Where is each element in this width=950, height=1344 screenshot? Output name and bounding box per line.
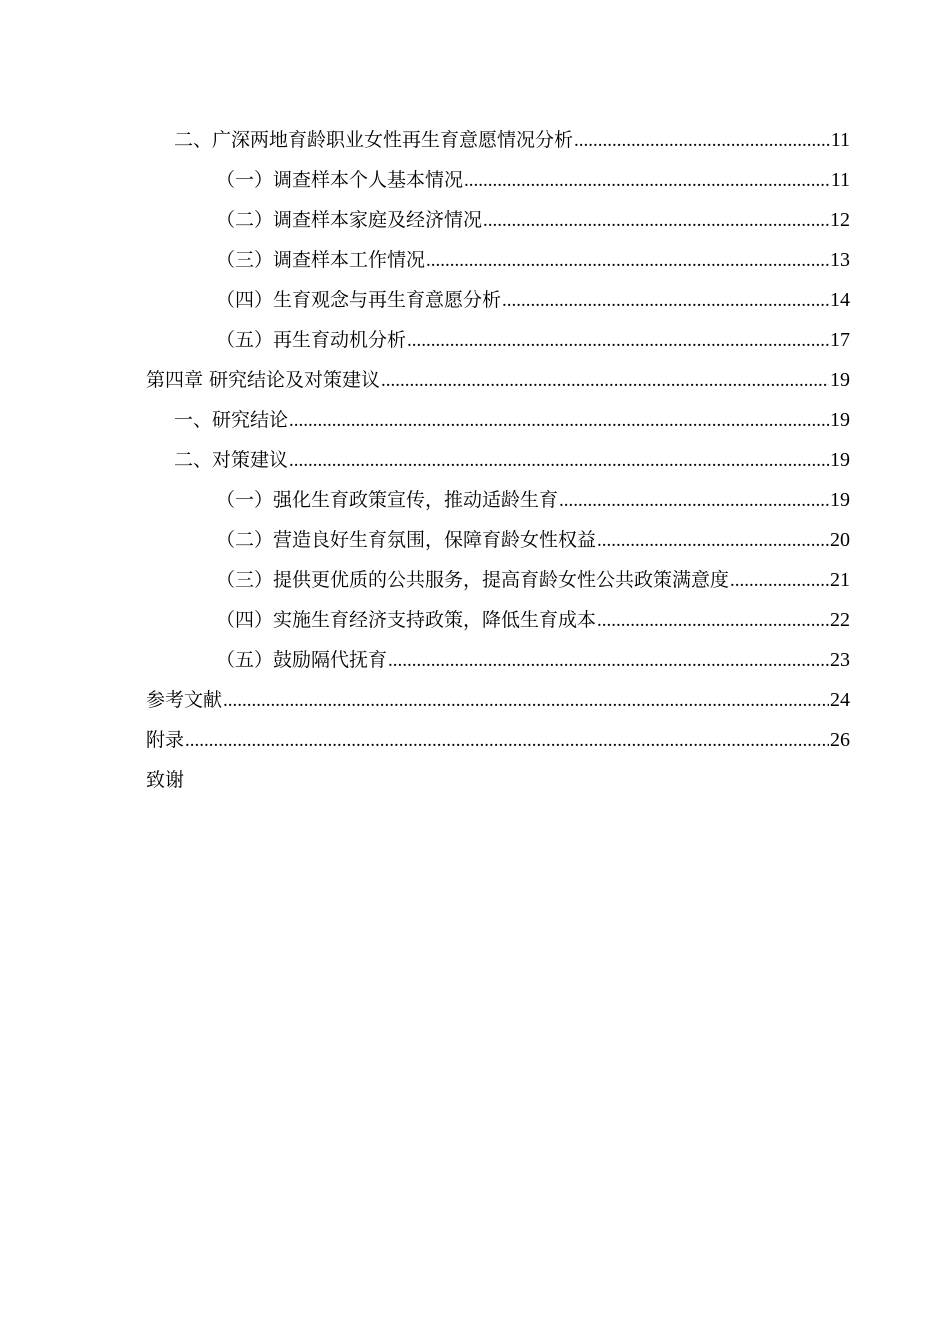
toc-entry-title: 致谢 [146, 769, 185, 791]
toc-entry[interactable] [0, 520, 950, 560]
toc-entry[interactable] [0, 600, 950, 640]
toc-entry-page: 19 [830, 449, 850, 471]
toc-entry[interactable] [0, 440, 950, 480]
table-of-contents [0, 120, 950, 800]
toc-entry-page: 11 [830, 129, 850, 151]
toc-entry-title: （五）再生育动机分析 [216, 329, 407, 351]
toc-entry-title: （四）生育观念与再生育意愿分析 [216, 289, 502, 311]
toc-entry-title: （二）营造良好生育氛围，保障育龄女性权益 [216, 529, 597, 551]
toc-entry-title: （一）调查样本个人基本情况 [216, 169, 464, 191]
toc-entry-chapter[interactable] [0, 760, 950, 800]
toc-entry-title: 一、研究结论 [174, 409, 289, 431]
toc-leader-dots [289, 401, 829, 441]
toc-entry-title: 附录 [146, 729, 185, 751]
toc-entry-chapter[interactable] [0, 680, 950, 720]
toc-entry-title: （二）调查样本家庭及经济情况 [216, 209, 483, 231]
toc-entry-page: 13 [830, 249, 850, 271]
toc-entry[interactable] [0, 560, 950, 600]
toc-leader-dots [730, 561, 829, 601]
toc-leader-dots [289, 441, 829, 481]
toc-entry-page: 14 [830, 289, 850, 311]
toc-entry[interactable] [0, 640, 950, 680]
toc-entry-title: （一）强化生育政策宣传，推动适龄生育 [216, 489, 559, 511]
toc-entry[interactable] [0, 160, 950, 200]
toc-entry-page: 19 [830, 489, 850, 511]
toc-leader-dots [223, 681, 829, 721]
toc-entry[interactable] [0, 120, 950, 160]
toc-entry-title: 二、对策建议 [174, 449, 289, 471]
toc-leader-dots [597, 601, 829, 641]
toc-entry-title: 参考文献 [146, 689, 223, 711]
toc-entry-title: （三）调查样本工作情况 [216, 249, 426, 271]
toc-entry-chapter[interactable] [0, 360, 950, 400]
toc-entry[interactable] [0, 280, 950, 320]
toc-entry-page: 24 [830, 689, 850, 711]
toc-entry-page: 19 [830, 409, 850, 431]
toc-entry-title: 二、广深两地育龄职业女性再生育意愿情况分析 [174, 129, 574, 151]
toc-leader-dots [407, 321, 829, 361]
toc-entry-page: 12 [830, 209, 850, 231]
toc-leader-dots [185, 721, 829, 761]
toc-leader-dots [559, 481, 829, 521]
toc-leader-dots [426, 241, 829, 281]
toc-leader-dots [464, 161, 830, 201]
toc-leader-dots [388, 641, 829, 681]
toc-entry[interactable] [0, 480, 950, 520]
toc-leader-dots [381, 361, 829, 401]
toc-leader-dots [483, 201, 829, 241]
toc-leader-dots [597, 521, 829, 561]
toc-entry-title: 第四章 研究结论及对策建议 [146, 369, 381, 391]
toc-entry-chapter[interactable] [0, 720, 950, 760]
toc-entry-page: 20 [830, 529, 850, 551]
toc-entry[interactable] [0, 400, 950, 440]
toc-entry-page: 23 [830, 649, 850, 671]
toc-entry-title: （五）鼓励隔代抚育 [216, 649, 388, 671]
toc-entry[interactable] [0, 200, 950, 240]
toc-leader-dots [574, 121, 830, 161]
toc-entry-page: 26 [830, 729, 850, 751]
toc-entry-title: （四）实施生育经济支持政策，降低生育成本 [216, 609, 597, 631]
toc-entry-title: （三）提供更优质的公共服务，提高育龄女性公共政策满意度 [216, 569, 730, 591]
toc-entry[interactable] [0, 240, 950, 280]
toc-entry-page: 21 [830, 569, 850, 591]
toc-entry[interactable] [0, 320, 950, 360]
toc-entry-page: 22 [830, 609, 850, 631]
toc-leader-dots [502, 281, 829, 321]
toc-entry-page: 11 [830, 169, 850, 191]
toc-entry-page: 19 [830, 369, 850, 391]
toc-entry-page: 17 [830, 329, 850, 351]
